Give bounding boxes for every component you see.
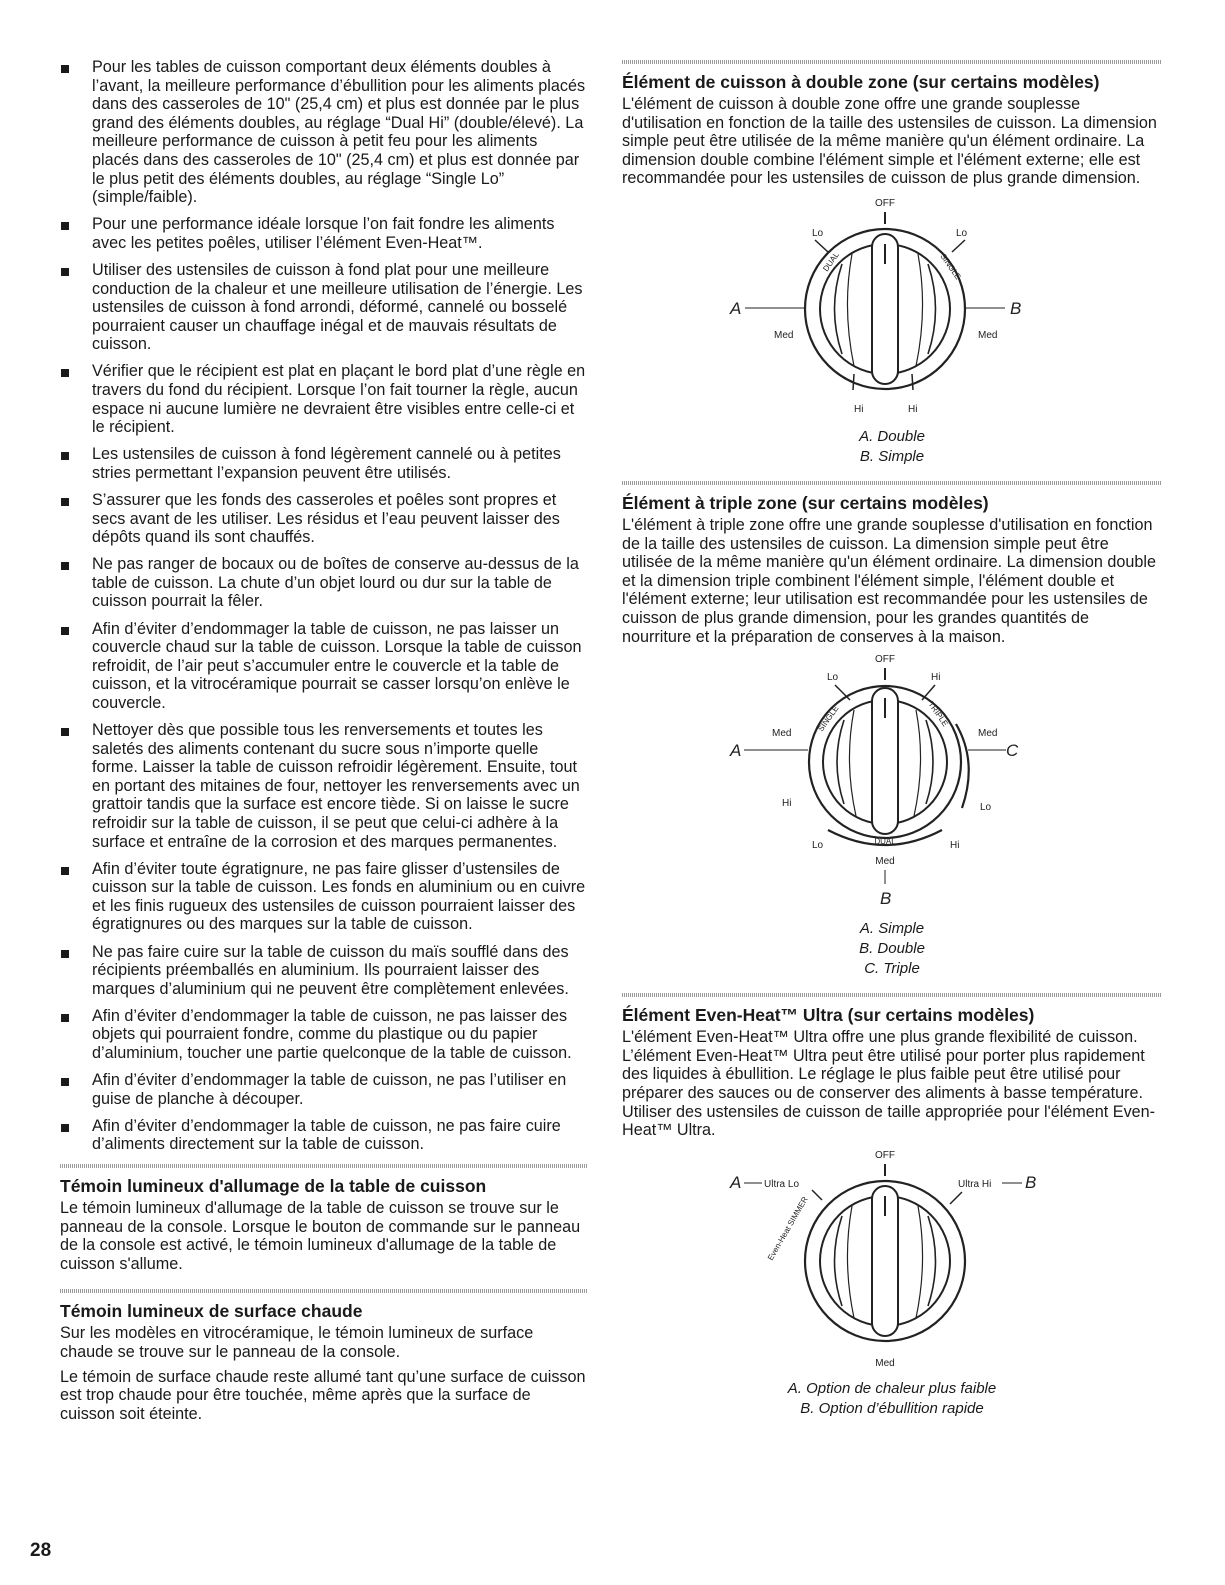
list-item: Afin d’éviter d’endommager la table de cuisson, ne pas laisser des objets qui pourraient fondre, comme du plastique ou du papier d’aluminium, toucher une partie quelconque de la table de cuisson.	[60, 1007, 588, 1063]
section-title-even-heat: Élément Even-Heat™ Ultra (sur certains modèles)	[622, 1005, 1035, 1026]
dual-caption-a: A. Double	[859, 427, 925, 445]
tips-list	[60, 58, 588, 1154]
off-label: OFF	[875, 197, 895, 209]
triple-caption-c: C. Triple	[864, 960, 920, 978]
label-a: A	[730, 298, 742, 318]
section-body-dual-zone: L'élément de cuisson à double zone offre une grande souplesse d'utilisation en fonction de la taille des ustensiles de cuisson. La dimension simple peut être utilisée de la même manière qu'un élément ordinaire. La dimension double combine l'élément simple et l'élément externe; elle est recommandée pour les ustensiles de cuisson de plus grande dimension.	[622, 95, 1157, 188]
even-heat-caption-a: A. Option de chaleur plus faible	[787, 1379, 997, 1397]
section-divider	[622, 993, 1162, 997]
hi-label-right: Hi	[908, 403, 918, 415]
label-a: A	[730, 1172, 742, 1192]
triple-knob-diagram	[622, 652, 1162, 914]
lo-label-right: Lo	[980, 802, 992, 814]
hi-label-bottom: Hi	[950, 840, 960, 852]
list-item: Ne pas faire cuire sur la table de cuisson du maïs soufflé dans des récipients préemballés en aluminium. Ils pourraient laisser des marques d’aluminium qui ne peuvent être complètement enlevées.	[60, 943, 588, 999]
triple-ring-label: TRIPLE	[926, 700, 950, 729]
med-label-right: Med	[978, 329, 998, 341]
lo-label-bottom: Lo	[812, 840, 824, 852]
section-title-indicator-light: Témoin lumineux d'allumage de la table de cuisson	[60, 1175, 487, 1196]
section-body-triple-zone: L'élément à triple zone offre une grande souplesse d'utilisation en fonction de la taille des ustensiles de cuisson. La dimension simple peut être utilisée de la même manière qu'un élément ordinaire. La dimension double et la dimension triple combinent l'élément simple, l'élément double et l'élément externe; leur utilisation est recommandée pour les ustensiles de cuisson de plus grande dimension, pour les grandes quantités de nourriture et la préparation de conserves à la maison.	[622, 515, 1156, 646]
section-divider	[60, 1164, 588, 1168]
lo-label-right: Lo	[956, 227, 968, 239]
list-item: Utiliser des ustensiles de cuisson à fond plat pour une meilleure conduction de la chaleur et une meilleure utilisation de l’énergie. Les ustensiles de cuisson à fond arrondi, déformé, cannelé ou bosselé pourraient causer un chauffage inégal et de mauvais résultats de cuisson.	[60, 261, 588, 354]
hi-label-left: Hi	[782, 798, 792, 810]
even-heat-knob-figure	[622, 1146, 1162, 1419]
lo-label-top: Lo	[827, 672, 839, 684]
even-heat-knob-diagram	[622, 1146, 1162, 1374]
list-item: Afin d’éviter d’endommager la table de cuisson, ne pas l’utiliser en guise de planche à découper.	[60, 1071, 588, 1108]
off-label: OFF	[875, 654, 895, 666]
med-label: Med	[875, 1357, 895, 1369]
lo-label-left: Lo	[812, 227, 824, 239]
ultra-lo-label: Ultra Lo	[764, 1178, 800, 1190]
dual-ring-label: DUAL	[821, 250, 841, 274]
dual-knob-diagram	[622, 194, 1162, 422]
list-item: Ne pas ranger de bocaux ou de boîtes de conserve au-dessus de la table de cuisson. La chute d’un objet lourd ou dur sur la table de cuisson pourrait la fêler.	[60, 555, 588, 611]
label-b: B	[1010, 298, 1022, 318]
single-ring-label: SINGLE	[816, 704, 841, 734]
list-item: Afin d’éviter d’endommager la table de cuisson, ne pas faire cuire d’aliments directement sur la table de cuisson.	[60, 1117, 588, 1154]
left-column	[60, 58, 588, 1429]
list-item: Nettoyer dès que possible tous les renversements et toutes les saletés des aliments contenant du sucre sous n’importe quelle forme. Laisser la table de cuisson refroidir légèrement. Ensuite, tout en portant des mitaines de four, nettoyer les renversements avec un grattoir tandis que la surface est encore tiède. Si on laisse le sucre refroidir sur la table de cuisson, il se peut que celui-ci adhère à la surface et entraîne de la corrosion et des marques permanentes.	[60, 721, 588, 851]
section-title-hot-surface: Témoin lumineux de surface chaude	[60, 1301, 363, 1322]
section-body-even-heat: L'élément Even-Heat™ Ultra offre une plus grande flexibilité de cuisson. L’élément Even-Heat™ Ultra peut être utilisé pour porter plus rapidement des liquides à ébullition. Le réglage le plus faible peut être utilisé pour préparer des sauces ou de conserver des aliments à basse température. Utiliser des ustensiles de cuisson de taille appropriée pour l'élément Even-Heat™ Ultra.	[622, 1028, 1156, 1140]
med-label-bottom: Med	[875, 856, 895, 868]
hi-label-top: Hi	[931, 672, 941, 684]
section-body-hot-surface-2: Le témoin de surface chaude reste allumé tant qu’une surface de cuisson est trop chaude pour être touchée, même après que la surface de cuisson soit éteinte.	[60, 1367, 586, 1423]
section-title-dual-zone: Élément de cuisson à double zone (sur certains modèles)	[622, 72, 1100, 92]
dual-knob-figure	[622, 194, 1162, 467]
dual-ring-label: DUAL	[874, 837, 896, 847]
list-item: Pour les tables de cuisson comportant deux éléments doubles à l’avant, la meilleure performance d’ébullition pour les aliments placés dans des casseroles de 10" (25,4 cm) et plus est donnée par le plus grand des éléments doubles, au réglage “Dual Hi” (double/élevé). La meilleure performance de cuisson à petit feu pour les aliments placés dans des casseroles de 10" (25,4 cm) et plus est donnée par le plus petit des éléments doubles, au réglage “Single Lo” (simple/faible).	[60, 58, 588, 207]
triple-caption-b: B. Double	[859, 940, 925, 958]
section-divider	[60, 1289, 588, 1293]
list-item: Pour une performance idéale lorsque l’on fait fondre les aliments avec les petites poêles, utiliser l’élément Even-Heat™.	[60, 215, 588, 252]
section-divider	[622, 60, 1162, 64]
page-number: 28	[30, 1540, 52, 1561]
section-divider	[622, 481, 1162, 485]
list-item: Vérifier que le récipient est plat en plaçant le bord plat d’une règle en travers du fond du récipient. Lorsque l’on fait tourner la règle, aucun espace ni aucune lumière ne devraient être visibles entre celle-ci et le récipient.	[60, 362, 588, 436]
simmer-label: Even-Heat SIMMER	[765, 1194, 810, 1262]
med-label-left: Med	[772, 728, 792, 740]
list-item: S’assurer que les fonds des casseroles et poêles sont propres et secs avant de les utiliser. Les résidus et l’eau peuvent laisser des dépôts quand ils sont chauffés.	[60, 491, 588, 547]
list-item: Les ustensiles de cuisson à fond légèrement cannelé ou à petites stries permettant l’expansion peuvent être utilisés.	[60, 445, 588, 482]
list-item: Afin d’éviter toute égratignure, ne pas faire glisser d’ustensiles de cuisson sur la table de cuisson. Les fonds en aluminium ou en cuivre et les finis rugueux des ustensiles de cuisson pourraient laisser des égratignures ou des marques sur la table de cuisson.	[60, 860, 588, 934]
label-b: B	[1025, 1172, 1037, 1192]
label-c: C	[1006, 741, 1019, 761]
list-item: Afin d’éviter d’endommager la table de cuisson, ne pas laisser un couvercle chaud sur la table de cuisson. Lorsque la table de cuisson refroidit, de l’air peut s’accumuler entre le couvercle et la table de cuisson, et la vitrocéramique pourrait se casser lorsqu’on enlève le couvercle.	[60, 620, 588, 713]
dual-caption-b: B. Simple	[859, 447, 925, 465]
single-ring-label: SINGLE	[938, 251, 963, 282]
section-title-triple-zone: Élément à triple zone (sur certains modèles)	[622, 492, 989, 513]
label-a: A	[730, 741, 742, 761]
right-column	[622, 58, 1162, 1419]
section-body-indicator-light: Le témoin lumineux d'allumage de la table de cuisson se trouve sur le panneau de la console. Lorsque le bouton de commande sur le panneau de la console est activé, le témoin lumineux d'allumage de la table de cuisson s'allume.	[60, 1198, 581, 1273]
even-heat-caption-b: B. Option d’ébullition rapide	[800, 1399, 984, 1417]
off-label: OFF	[875, 1149, 895, 1161]
med-label-left: Med	[774, 329, 794, 341]
ultra-hi-label: Ultra Hi	[958, 1178, 992, 1190]
section-body-hot-surface-1: Sur les modèles en vitrocéramique, le témoin lumineux de surface chaude se trouve sur le panneau de la console.	[60, 1324, 534, 1361]
label-b: B	[880, 889, 892, 909]
triple-knob-figure	[622, 652, 1162, 979]
hi-label-left: Hi	[854, 403, 864, 415]
med-label-right: Med	[978, 728, 998, 740]
triple-caption-a: A. Simple	[859, 920, 925, 938]
